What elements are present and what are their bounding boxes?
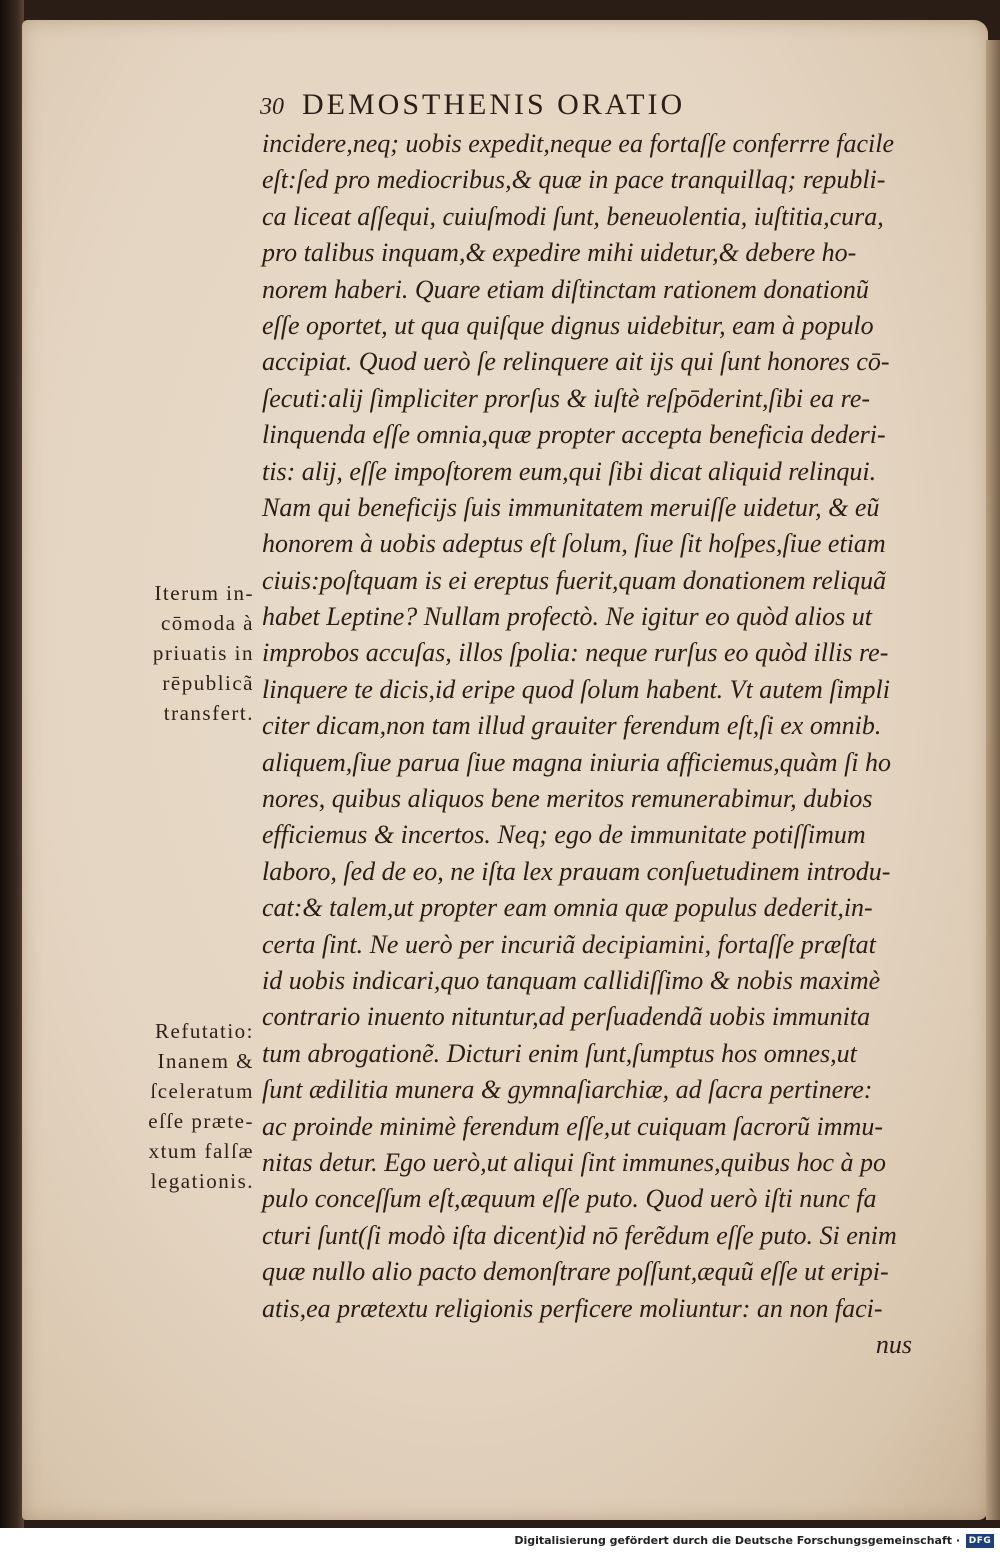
marginal-note-line: cōmoda à: [160, 611, 254, 635]
text-line: tis: alij, eſſe impoſtorem eum,qui ſibi dicat aliquid relinqui.: [262, 456, 877, 486]
page-edge-shadow: [986, 40, 1000, 1520]
text-line: ciuis:poſtquam is ei ereptus fuerit,quam donationem reliquã: [262, 565, 887, 595]
marginal-note-line: Refutatio:: [155, 1019, 254, 1043]
text-line: nitas detur. Ego uerò,ut aliqui ſint immunes,quibus hoc à po: [262, 1147, 886, 1177]
text-line: cat:& talem,ut propter eam omnia quæ populus dederit,in-: [262, 893, 873, 923]
text-line: Nam qui beneficijs ſuis immunitatem meruiſſe uidetur, & eũ: [262, 492, 880, 522]
text-line: cturi ſunt(ſi modò iſta dicent)id nō ferẽdum eſſe puto. Si enim: [262, 1220, 897, 1250]
binding-edge: [0, 0, 24, 1528]
text-line: norem haberi. Quare etiam diſtinctam rationem donationũ: [262, 274, 869, 304]
text-line: ca liceat aſſequi, cuiuſmodi ſunt, beneuolentia, iuſtitia,cura,: [262, 201, 884, 231]
text-line: ſecuti:alij ſimpliciter prorſus & iuſtè reſpōderint,ſibi ea re-: [262, 383, 871, 413]
marginal-note-line: Inanem &: [157, 1049, 254, 1073]
text-line: incidere,neq; uobis expedit,neque ea fortaſſe conferrre facile: [262, 129, 894, 158]
marginal-note: [153, 578, 254, 728]
text-line: improbos accuſas, illos ſpolia: neque rurſus eo quòd illis re-: [262, 638, 889, 668]
marginal-note-line: eſſe præte-: [148, 1109, 254, 1133]
text-line: quæ nullo alio pacto demonſtrare poſſunt,æquũ eſſe ut eripi-: [262, 1257, 889, 1287]
funding-credit: Digitalisierung gefördert durch die Deutsche Forschungsgemeinschaft ·: [514, 1534, 960, 1547]
marginal-note-line: priuatis in: [152, 641, 254, 665]
text-line: linquenda eſſe omnia,quæ propter accepta beneficia dederi-: [262, 420, 886, 450]
marginal-note-line: legationis.: [150, 1169, 254, 1193]
page-number: 30: [260, 94, 284, 120]
text-line: certa ſint. Ne uerò per incuriã decipiamini, fortaſſe præſtat: [262, 929, 876, 959]
marginal-note-line: transfert.: [163, 701, 254, 725]
text-line: pulo conceſſum eſt,æquum eſſe puto. Quod uerò iſti nunc fa: [262, 1184, 877, 1214]
marginal-note: [148, 1016, 254, 1196]
page-header: [260, 88, 820, 128]
text-line: nores, quibus aliquos bene meritos remunerabimur, dubios: [262, 784, 873, 814]
text-line: eſt:ſed pro mediocribus,& quæ in pace tranquillaq; republi-: [262, 165, 886, 195]
text-line: atis,ea prætextu religionis perficere moliuntur: an non faci-: [262, 1293, 883, 1323]
catchword: nus: [875, 1329, 912, 1359]
running-title: DEMOSTHENIS ORATIO: [302, 88, 686, 121]
marginal-note-line: rēpublicã: [162, 671, 254, 695]
text-line: pro talibus inquam,& expedire mihi uidetur,& debere ho-: [262, 238, 857, 268]
text-line: citer dicam,non tam illud grauiter ferendum eſt,ſi ex omnib.: [262, 711, 882, 741]
text-line: contrario inuento nituntur,ad perſuadendã uobis immunita: [262, 1002, 871, 1032]
text-line: aliquem,ſiue parua ſiue magna iniuria afficiemus,quàm ſi ho: [262, 747, 892, 777]
footer-bar: [0, 1528, 1000, 1554]
text-line: tum abrogationẽ. Dicturi enim ſunt,ſumptus hos omnes,ut: [262, 1038, 857, 1068]
text-line: habet Leptine? Nullam profectò. Ne igitur eo quòd alios ut: [262, 602, 872, 632]
text-line: ſunt ædilitia munera & gymnaſiarchiæ, ad ſacra pertinere:: [262, 1075, 873, 1105]
text-line: accipiat. Quod uerò ſe relinquere ait ijs qui ſunt honores cō-: [262, 347, 890, 377]
marginal-note-line: Iterum in-: [154, 581, 254, 605]
text-line: honorem à uobis adeptus eſt ſolum, ſiue ſit hoſpes,ſiue etiam: [262, 529, 886, 559]
body-text: [262, 126, 922, 1363]
text-line: laboro, ſed de eo, ne iſta lex prauam conſuetudinem introdu-: [262, 856, 891, 886]
marginal-note-line: xtum falſæ: [148, 1139, 254, 1163]
text-line: id uobis indicari,quo tanquam callidiſſimo & nobis maximè: [262, 965, 881, 995]
text-line: ac proinde minimè ferendum eſſe,ut cuiquam ſacrorũ immu-: [262, 1111, 883, 1141]
marginal-note-line: ſceleratum: [150, 1079, 254, 1103]
dfg-logo: DFG: [966, 1534, 994, 1548]
text-line: eſſe oportet, ut qua quiſque dignus uidebitur, eam à populo: [262, 310, 874, 340]
text-line: linquere te dicis,id eripe quod ſolum habent. Vt autem ſimpli: [262, 674, 890, 704]
text-line: efficiemus & incertos. Neq; ego de immunitate potiſſimum: [262, 820, 866, 850]
